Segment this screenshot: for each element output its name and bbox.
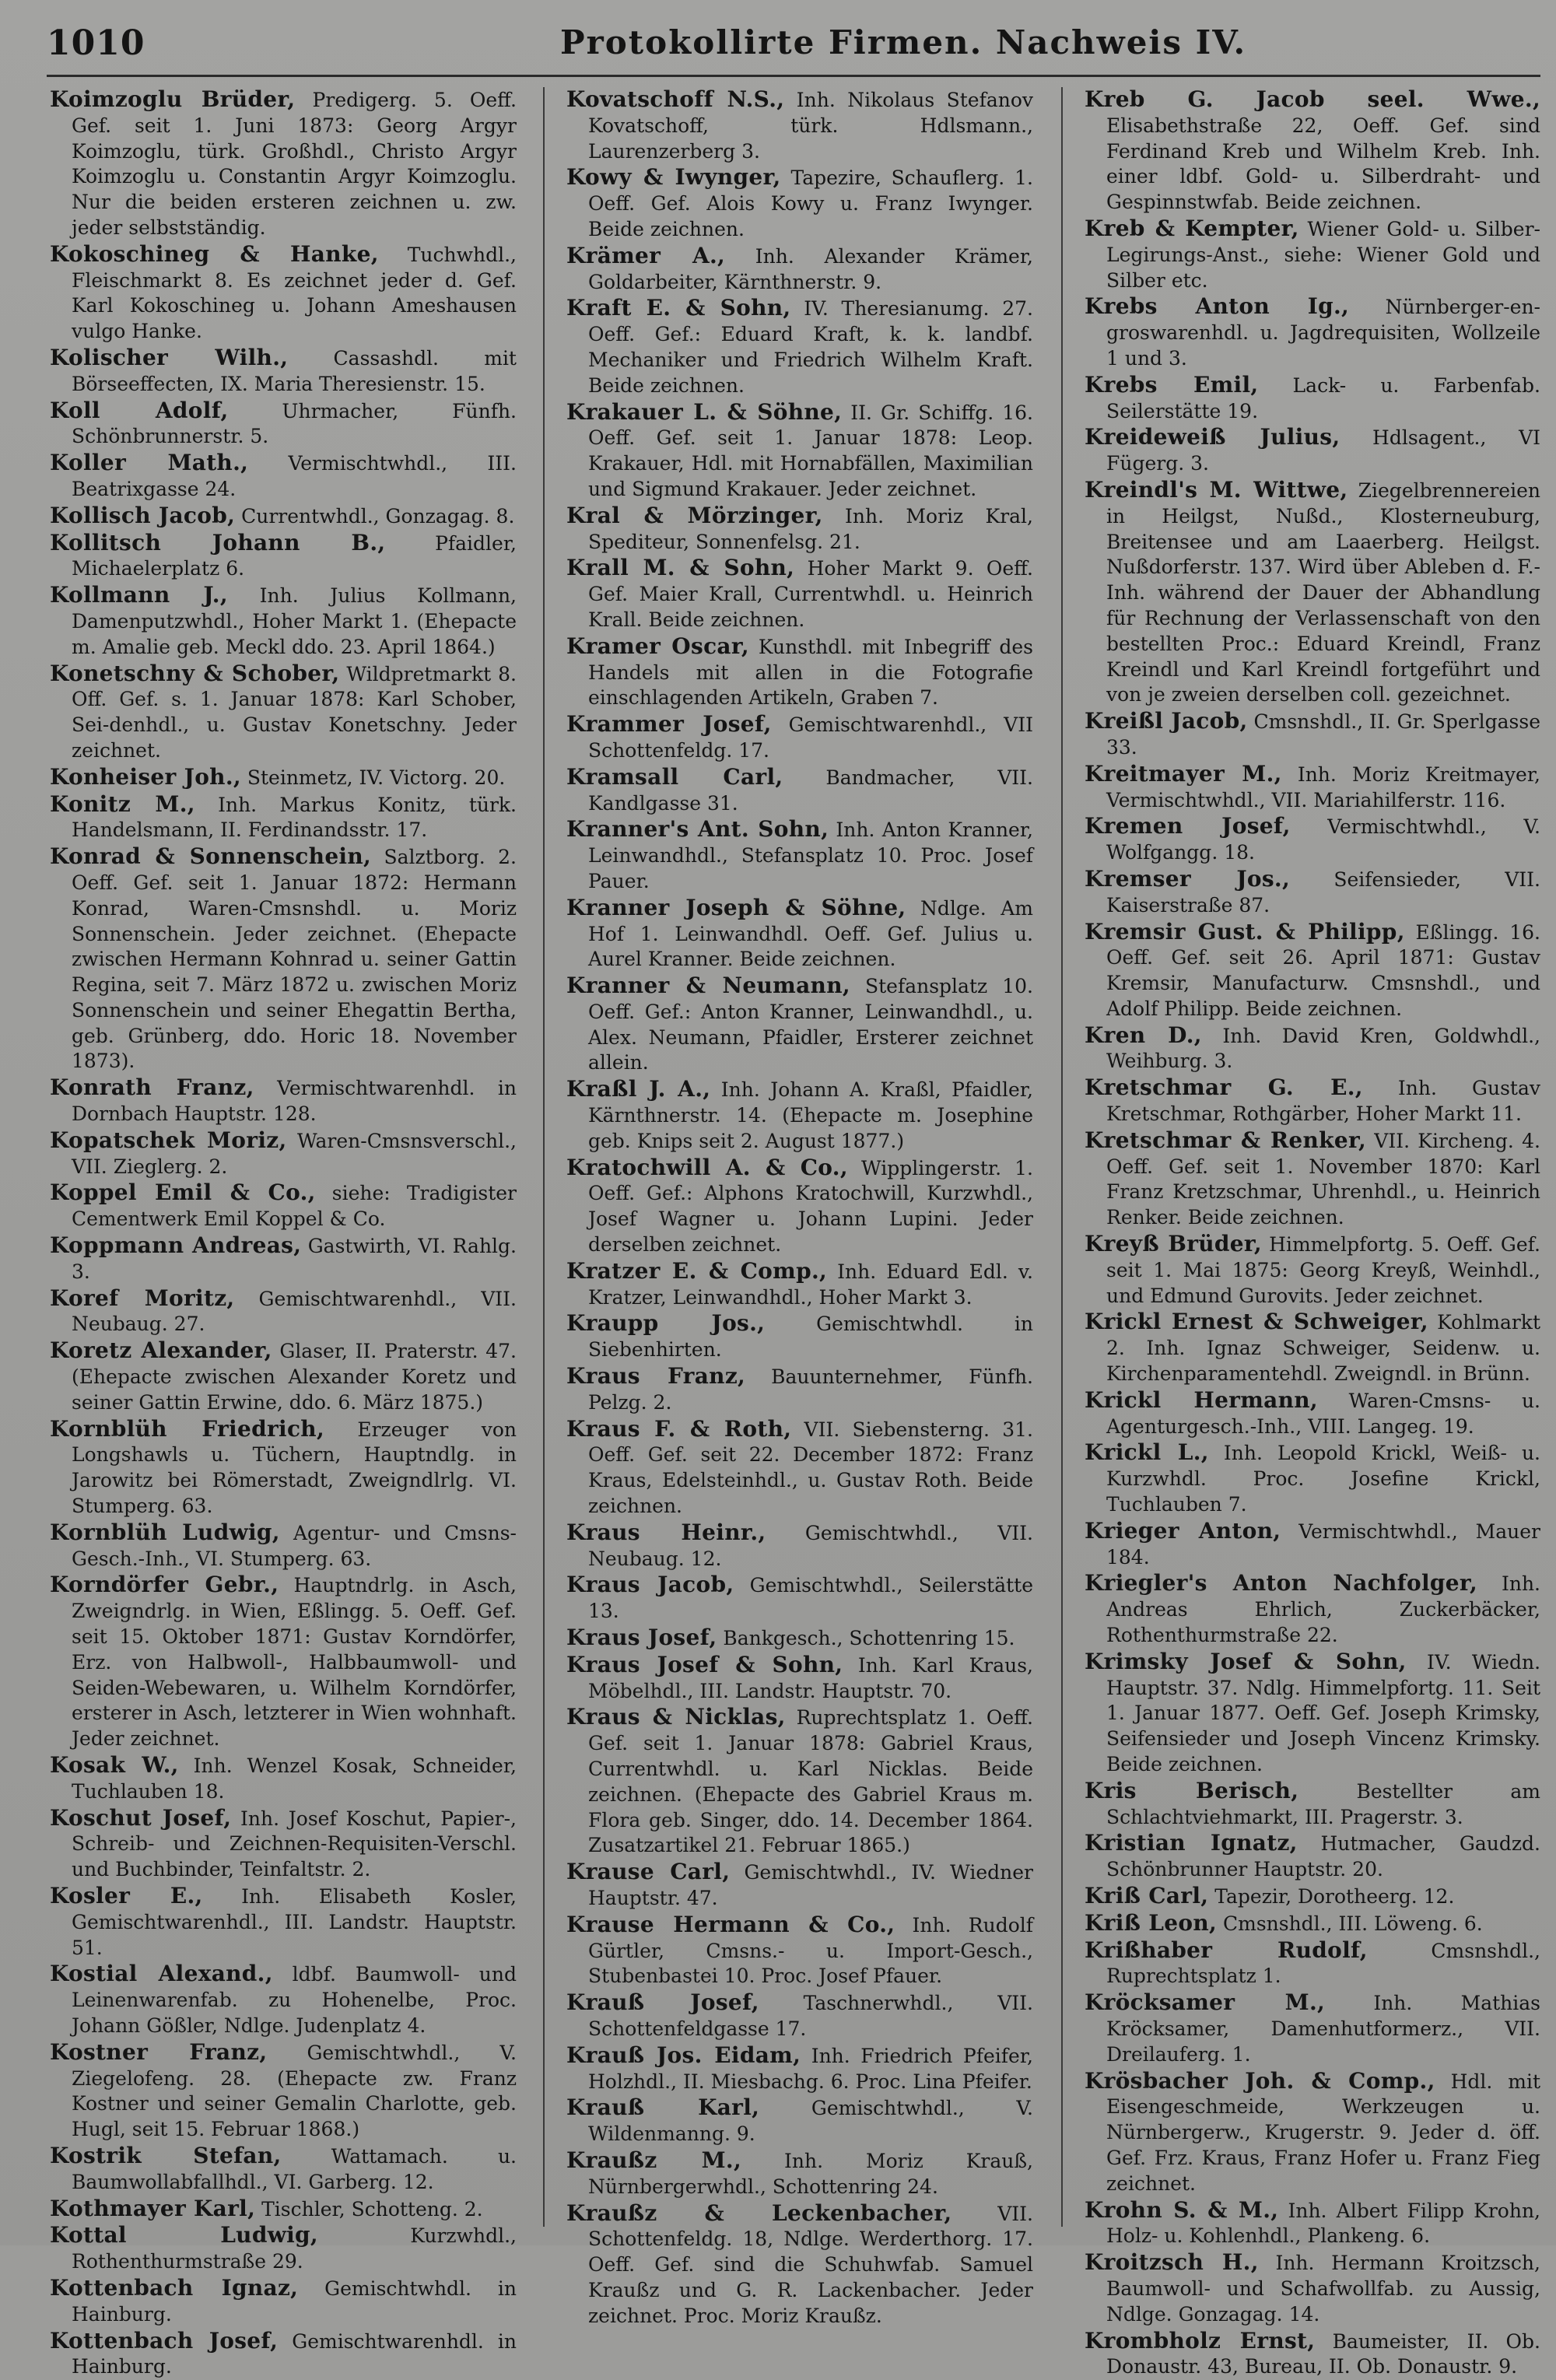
entry-details: Wipplingerstr. 1. Oeff. Gef.: Alphons Kratochwill, Kurzwhdl., Josef Wagner u. Johann Lupini. Jeder derselben zeichnet. xyxy=(588,1156,1034,1257)
firm-name: Korndörfer Gebr., xyxy=(50,1572,279,1598)
firm-name: Kottenbach Josef, xyxy=(50,2327,279,2354)
firm-name: Kraus Josef, xyxy=(566,1625,717,1651)
entry-details: Inh. Elisabeth Kosler, Gemischtwarenhdl., III. Landstr. Hauptstr. 51. xyxy=(72,1884,517,1959)
column-left xyxy=(50,86,517,2378)
page-number: 1010 xyxy=(47,23,145,63)
entry-details: Elisabethstraße 22, Oeff. Gef. sind Ferdinand Kreb und Wilhelm Kreb. Inh. einer ldbf. Gold- u. Silberdraht- und Gespinnstwfab. Beide zeichnen. xyxy=(1106,114,1540,214)
directory-entry xyxy=(50,1961,517,2038)
directory-entry xyxy=(566,2201,1033,2329)
directory-entry xyxy=(50,1806,517,1883)
entry-details: Vermischtwhdl., V. Wolfgangg. 18. xyxy=(1106,815,1540,864)
directory-entry xyxy=(50,2329,517,2380)
directory-entry xyxy=(1085,1519,1540,1571)
entry-details: Inh. Leopold Krickl, Weiß- u. Kurzwhdl. Proc. Josefine Krickl, Tuchlauben 7. xyxy=(1106,1442,1540,1516)
firm-name: Kottenbach Ignaz, xyxy=(50,2274,299,2301)
directory-entry xyxy=(50,1286,517,1338)
firm-name: Kreb & Kempter, xyxy=(1085,215,1299,241)
directory-entry xyxy=(50,87,517,241)
firm-name: Kokoschineg & Hanke, xyxy=(50,240,379,267)
entry-details: Inh. Moriz Krauß, Nürnbergerwhdl., Schottenring 24. xyxy=(588,2149,1034,2198)
firm-name: Kraupp Jos., xyxy=(566,1310,766,1337)
firm-name: Kreitmayer M., xyxy=(1085,760,1282,787)
firm-name: Kollmann J., xyxy=(50,582,228,608)
entry-details: Inh. Alexander Krämer, Goldarbeiter, Kärnthnerstr. 9. xyxy=(588,244,1033,293)
firm-name: Kreb G. Jacob seel. Wwe., xyxy=(1085,86,1540,112)
directory-entry xyxy=(566,817,1033,894)
directory-entry xyxy=(566,1259,1033,1311)
directory-entry xyxy=(50,398,517,450)
directory-entry xyxy=(566,1520,1033,1572)
directory-entry xyxy=(566,1705,1033,1859)
directory-entry xyxy=(1085,1023,1540,1075)
firm-name: Kriß Carl, xyxy=(1085,1882,1209,1909)
entry-details: Inh. Markus Konitz, türk. Handelsmann, II. Ferdinandsstr. 17. xyxy=(72,793,517,842)
entry-details: Tapezir, Dorotheerg. 12. xyxy=(1208,1884,1455,1908)
directory-entry xyxy=(566,634,1033,711)
directory-entry xyxy=(50,765,517,791)
entry-details: Hoher Markt 9. Oeff. Gef. Maier Krall, Currentwhdl. u. Heinrich Krall. Beide zeichnen. xyxy=(588,557,1033,631)
firm-name: Konrad & Sonnenschein, xyxy=(50,843,372,870)
firm-name: Koppmann Andreas, xyxy=(50,1232,302,1259)
directory-entry xyxy=(1085,1571,1540,1648)
directory-entry xyxy=(566,1859,1033,1912)
columns-container xyxy=(50,86,1541,2378)
firm-name: Kosler E., xyxy=(50,1882,203,1909)
directory-entry xyxy=(1085,2198,1540,2250)
directory-entry xyxy=(566,2043,1033,2095)
firm-name: Krickl L., xyxy=(1085,1439,1209,1466)
entry-details: Inh. Rudolf Gürtler, Cmsns.- u. Import-Gesch., Stubenbastei 10. Proc. Josef Pfauer. xyxy=(588,1913,1033,1988)
entry-details: Gemischtwhdl., Seilerstätte 13. xyxy=(588,1574,1033,1623)
entry-details: Vermischtwhdl., III. Beatrixgasse 24. xyxy=(72,452,517,500)
directory-entry xyxy=(1085,87,1540,216)
entry-details: Agentur- und Cmsns-Gesch.-Inh., VI. Stumperg. 63. xyxy=(72,1521,517,1570)
firm-name: Kriß Leon, xyxy=(1085,1909,1218,1936)
firm-name: Krauß Josef, xyxy=(566,1989,759,2016)
entry-details: Bauunternehmer, Fünfh. Pelzg. 2. xyxy=(588,1365,1033,1414)
directory-entry xyxy=(1085,425,1540,477)
directory-entry xyxy=(50,2223,517,2275)
directory-entry xyxy=(1085,1990,1540,2067)
directory-entry xyxy=(566,503,1033,556)
firm-name: Kreyß Brüder, xyxy=(1085,1231,1262,1257)
directory-entry xyxy=(50,450,517,503)
firm-name: Konitz M., xyxy=(50,790,195,817)
entry-details: Gemischtwarenhdl., VII Schottenfeldg. 17. xyxy=(588,713,1033,762)
directory-entry xyxy=(50,1753,517,1805)
entry-details: Ziegelbrennereien in Heilgst, Nußd., Klosterneuburg, Breitensee und am Laaerberg. Heilgst. Nußdorferstr. 137. Wird über Ableben d. F.-Inh. während der Dauer der Abhandlung für Rechnung der Verlassenschaft von den bestellten Proc.: Eduard Kreindl, Franz Kreindl und Karl Kreindl fortgeführt und von je zweien derselben coll. gezeichnet. xyxy=(1106,478,1540,706)
entry-details: Cmsnshdl., Ruprechtsplatz 1. xyxy=(1106,1939,1540,1988)
firm-name: Konrath Franz, xyxy=(50,1074,254,1101)
firm-name: Krebs Emil, xyxy=(1085,371,1259,398)
directory-entry xyxy=(50,1884,517,1961)
entry-details: Bankgesch., Schottenring 15. xyxy=(717,1627,1015,1650)
directory-entry xyxy=(1085,1128,1540,1231)
directory-entry xyxy=(50,792,517,844)
firm-name: Kroitzsch H., xyxy=(1085,2249,1259,2276)
entry-details: Tuchwhdl., Fleischmarkt 8. Es zeichnet jeder d. Gef. Karl Kokoschineg u. Johann Ameshausen vulgo Hanke. xyxy=(72,243,517,343)
entry-details: Pfaidler, Michaelerplatz 6. xyxy=(72,531,517,580)
directory-entry xyxy=(50,2276,517,2328)
column-divider xyxy=(543,87,545,2227)
entry-details: Inh. Josef Koschut, Papier-, Schreib- und Zeichnen-Requisiten-Verschl. und Buchbinder, Teinfaltstr. 2. xyxy=(72,1807,517,1881)
directory-entry xyxy=(566,165,1033,242)
entry-details: Steinmetz, IV. Victorg. 20. xyxy=(240,766,506,789)
directory-entry xyxy=(50,1128,517,1180)
directory-entry xyxy=(50,583,517,660)
entry-details: Tischler, Schotteng. 2. xyxy=(255,2197,483,2221)
directory-entry xyxy=(1085,373,1540,425)
directory-entry xyxy=(50,345,517,398)
directory-entry xyxy=(50,2196,517,2223)
firm-name: Kraßl J. A., xyxy=(566,1076,711,1102)
directory-entry xyxy=(1085,814,1540,866)
entry-details: Glaser, II. Praterstr. 47. (Ehepacte zwischen Alexander Koretz und seiner Gattin Erwine, ddo. 6. März 1875.) xyxy=(72,1340,517,1414)
directory-entry xyxy=(566,896,1033,973)
entry-details: Gemischtwarenhdl., VII. Neubaug. 27. xyxy=(72,1287,517,1336)
entry-details: Hdlsagent., VI Fügerg. 3. xyxy=(1106,426,1540,475)
firm-name: Kollisch Jacob, xyxy=(50,502,236,528)
entry-details: Wiener Gold- u. Silber-Legirungs-Anst., siehe: Wiener Gold und Silber etc. xyxy=(1106,217,1540,292)
directory-entry xyxy=(50,503,517,530)
firm-name: Kranner's Ant. Sohn, xyxy=(566,816,829,843)
directory-entry xyxy=(50,1233,517,1285)
entry-details: siehe: Tradigister Cementwerk Emil Koppel & Co. xyxy=(72,1182,517,1231)
entry-details: Gemischtwhdl., IV. Wiedner Hauptstr. 47. xyxy=(588,1861,1033,1909)
firm-name: Kostrik Stefan, xyxy=(50,2142,282,2168)
firm-name: Kris Berisch, xyxy=(1085,1777,1299,1803)
firm-name: Kreißl Jacob, xyxy=(1085,708,1248,734)
directory-entry xyxy=(50,1417,517,1519)
entry-details: Kunsthdl. mit Inbegriff des Handels mit allen in die Fotografie einschlagenden Artikeln, Graben 7. xyxy=(588,635,1033,710)
entry-details: Bestellter am Schlachtviehmarkt, III. Pragerstr. 3. xyxy=(1106,1779,1540,1828)
firm-name: Kollitsch Johann B., xyxy=(50,529,386,556)
firm-name: Kren D., xyxy=(1085,1022,1202,1048)
firm-name: Krohn S. & M., xyxy=(1085,2196,1279,2223)
firm-name: Kremsir Gust. & Philipp, xyxy=(1085,918,1405,945)
entry-details: Taschnerwhdl., VII. Schottenfeldgasse 17. xyxy=(588,1992,1033,2040)
firm-name: Koschut Josef, xyxy=(50,1804,232,1831)
entry-details: IV. Wiedn. Hauptstr. 37. Ndlg. Himmelpfortg. 11. Seit 1. Januar 1877. Oeff. Gef. Joseph Krimsky, Seifensieder und Joseph Vincenz Krimsky. Beide zeichnen. xyxy=(1106,1650,1541,1775)
entry-details: Gemischtwhdl. in Hainburg. xyxy=(72,2277,517,2326)
directory-entry xyxy=(50,1572,517,1752)
directory-entry xyxy=(566,712,1033,764)
entry-details: Inh. Friedrich Pfeifer, Holzhdl., II. Miesbachg. 6. Proc. Lina Pfeifer. xyxy=(588,2044,1033,2093)
entry-details: Hutmacher, Gaudzd. Schönbrunner Hauptstr. 20. xyxy=(1106,1832,1540,1881)
directory-entry xyxy=(566,296,1033,398)
firm-name: Kristian Ignatz, xyxy=(1085,1830,1298,1856)
directory-entry xyxy=(50,1520,517,1572)
firm-name: Koretz Alexander, xyxy=(50,1337,272,1364)
directory-entry xyxy=(1085,1831,1540,1883)
directory-entry xyxy=(50,242,517,345)
directory-entry xyxy=(1085,2329,1540,2380)
firm-name: Kraus Josef & Sohn, xyxy=(566,1651,843,1677)
entry-details: IV. Theresianumg. 27. Oeff. Gef.: Eduard Kraft, k. k. landbf. Mechaniker und Friedrich Wilhelm Kraft. Beide zeichnen. xyxy=(588,297,1033,397)
entry-details: Inh. Johann A. Kraßl, Pfaidler, Kärnthnerstr. 14. (Ehepacte m. Josephine geb. Knips seit 2. August 1877.) xyxy=(588,1078,1034,1152)
entry-details: Cmsnshdl., II. Gr. Sperlgasse 33. xyxy=(1106,710,1540,759)
directory-entry xyxy=(50,531,517,583)
firm-name: Krombholz Ernst, xyxy=(1085,2327,1316,2354)
entry-details: Vermischtwhdl., Mauer 184. xyxy=(1106,1519,1540,1569)
entry-details: Inh. Andreas Ehrlich, Zuckerbäcker, Rothenthurmstraße 22. xyxy=(1106,1572,1540,1647)
firm-name: Kral & Mörzinger, xyxy=(566,502,823,528)
directory-entry xyxy=(566,973,1033,1076)
firm-name: Konetschny & Schober, xyxy=(50,660,340,686)
firm-name: Krause Carl, xyxy=(566,1859,731,1885)
firm-name: Kolischer Wilh., xyxy=(50,344,289,370)
entry-details: Inh. Moriz Kral, Spediteur, Sonnenfelsg. 21. xyxy=(588,504,1033,553)
directory-entry xyxy=(566,1155,1033,1258)
firm-name: Kostial Alexand., xyxy=(50,1961,273,1987)
firm-name: Kothmayer Karl, xyxy=(50,2195,256,2221)
entry-details: Gemischtwhdl. in Siebenhirten. xyxy=(588,1313,1033,1362)
entry-details: Baumeister, II. Ob. Donaustr. 43, Bureau, II. Ob. Donaustr. 9. xyxy=(1106,2329,1541,2378)
directory-entry xyxy=(50,2040,517,2143)
directory-entry xyxy=(566,2148,1033,2200)
firm-name: Kranner & Neumann, xyxy=(566,973,850,999)
entry-details: Gemischtwhdl., VII. Neubaug. 12. xyxy=(588,1521,1033,1570)
firm-name: Krauß Jos. Eidam, xyxy=(566,2042,801,2068)
entry-details: Himmelpfortg. 5. Oeff. Gef. seit 1. Mai 1875: Georg Kreyß, Weinhdl., und Edmund Gurovits. Jeder zeichnet. xyxy=(1106,1233,1540,1307)
entry-details: Gemischtwarenhdl. in Hainburg. xyxy=(72,2329,517,2378)
entry-details: Inh. Mathias Kröcksamer, Damenhutformerz., VII. Dreilauferg. 1. xyxy=(1106,1992,1540,2066)
directory-entry xyxy=(566,87,1033,164)
entry-details: Waren-Cmsns- u. Agenturgesch.-Inh., VIII. Langeg. 19. xyxy=(1106,1389,1540,1438)
entry-details: Currentwhdl., Gonzagag. 8. xyxy=(235,504,515,528)
firm-name: Krause Hermann & Co., xyxy=(566,1911,895,1937)
firm-name: Krieger Anton, xyxy=(1085,1517,1281,1544)
column-middle xyxy=(566,86,1034,2327)
firm-name: Konheiser Joh., xyxy=(50,763,241,790)
firm-name: Krimsky Josef & Sohn, xyxy=(1085,1648,1407,1674)
directory-entry xyxy=(566,1653,1033,1705)
directory-entry xyxy=(1085,1884,1540,1910)
firm-name: Koimzoglu Brüder, xyxy=(50,86,296,112)
entry-details: Inh. Nikolaus Stefanov Kovatschoff, türk. Hdlsmann., Laurenzerberg 3. xyxy=(588,89,1034,163)
entry-details: Seifensieder, VII. Kaiserstraße 87. xyxy=(1106,868,1540,917)
directory-entry xyxy=(566,1364,1033,1416)
firm-name: Kraus & Nicklas, xyxy=(566,1704,786,1730)
entry-details: Eßlingg. 16. Oeff. Gef. seit 26. April 1871: Gustav Kremsir, Manufacturw. Cmsnshdl., und Adolf Philipp. Beide zeichnen. xyxy=(1106,920,1540,1020)
entry-details: Waren-Cmsnsverschl., VII. Zieglerg. 2. xyxy=(72,1129,517,1178)
entry-details: Nürnberger-en-groswarenhdl. u. Jagdrequisiten, Wollzeile 1 und 3. xyxy=(1106,296,1540,370)
firm-name: Kraus Franz, xyxy=(566,1363,746,1390)
entry-details: Cassashdl. mit Börseeffecten, IX. Maria Theresienstr. 15. xyxy=(72,346,517,395)
directory-entry xyxy=(1085,1309,1540,1386)
directory-entry xyxy=(50,661,517,764)
running-title: Protokollirte Firmen. Nachweis IV. xyxy=(560,23,1247,61)
directory-entry xyxy=(1085,1440,1540,1517)
directory-entry xyxy=(1085,920,1540,1022)
directory-entry xyxy=(566,1077,1033,1154)
entry-details: Inh. Anton Kranner, Leinwandhdl., Stefansplatz 10. Proc. Josef Pauer. xyxy=(588,818,1033,892)
entry-details: Lack- u. Farbenfab. Seilerstätte 19. xyxy=(1106,373,1540,422)
directory-entry xyxy=(1085,1779,1540,1831)
entry-details: Inh. Eduard Edl. v. Kratzer, Leinwandhdl., Hoher Markt 3. xyxy=(588,1260,1033,1309)
entry-details: Cmsnshdl., III. Löweng. 6. xyxy=(1217,1912,1483,1935)
firm-name: Krickl Hermann, xyxy=(1085,1386,1318,1413)
directory-entry xyxy=(566,556,1033,633)
directory-entry xyxy=(566,1417,1033,1519)
firm-name: Kraft E. & Sohn, xyxy=(566,295,791,321)
firm-name: Kostner Franz, xyxy=(50,2038,268,2065)
entry-details: Ruprechtsplatz 1. Oeff. Gef. seit 1. Januar 1878: Gabriel Kraus, Currentwhdl. u. Karl Nicklas. Beide zeichnen. (Ehepacte des Gabriel Kraus m. Flora geb. Singer, ddo. 14. December 1864. Zusatzartikel 21. Februar 1865.) xyxy=(588,1706,1034,1857)
entry-details: Wattamach. u. Baumwollabfallhdl., VI. Garberg. 12. xyxy=(72,2144,517,2193)
firm-name: Kopatschek Moriz, xyxy=(50,1127,287,1153)
entry-details: Wildpretmarkt 8. Off. Gef. s. 1. Januar 1878: Karl Schober, Sei-denhdl., u. Gustav Konetschny. Jeder zeichnet. xyxy=(72,662,517,762)
column-divider xyxy=(1061,87,1063,2227)
firm-name: Krösbacher Joh. & Comp., xyxy=(1085,2067,1435,2094)
firm-name: Kornblüh Friedrich, xyxy=(50,1415,324,1442)
firm-name: Kowy & Iwynger, xyxy=(566,164,781,191)
firm-name: Koller Math., xyxy=(50,450,249,476)
directory-entry xyxy=(50,1180,517,1232)
firm-name: Kraus F. & Roth, xyxy=(566,1415,792,1442)
firm-name: Kornblüh Ludwig, xyxy=(50,1519,280,1545)
directory-entry xyxy=(50,1338,517,1415)
directory-entry xyxy=(50,1075,517,1127)
firm-name: Kremser Jos., xyxy=(1085,865,1291,892)
entry-details: Uhrmacher, Fünfh. Schönbrunnerstr. 5. xyxy=(72,399,517,448)
entry-details: Stefansplatz 10. Oeff. Gef.: Anton Kranner, Leinwandhdl., u. Alex. Neumann, Pfaidler, Ersterer zeichnet allein. xyxy=(588,975,1033,1074)
entry-details: Hauptndrlg. in Asch, Zweigndrlg. in Wien, Eßlingg. 5. Oeff. Gef. seit 15. Oktober 1871: Gustav Korndörfer, Erz. von Halbwoll-, Halbbaumwoll- und Seiden-Webewaren, u. Wilhelm Korndörfer, ersterer in Asch, letzterer in Wien wohnhaft. Jeder zeichnet. xyxy=(72,1574,517,1751)
entry-details: Gastwirth, VI. Rahlg. 3. xyxy=(72,1235,517,1283)
directory-entry xyxy=(1085,2250,1540,2327)
firm-name: Koref Moritz, xyxy=(50,1285,235,1311)
firm-name: Kratochwill A. & Co., xyxy=(566,1154,848,1180)
entry-details: Inh. Hermann Kroitzsch, Baumwoll- und Schafwollfab. zu Aussig, Ndlge. Gonzagag. 14. xyxy=(1106,2252,1540,2326)
directory-entry xyxy=(566,765,1033,817)
entry-details: Predigerg. 5. Oeff. Gef. seit 1. Juni 1873: Georg Argyr Koimzoglu, türk. Großhdl., Christo Argyr Koimzoglu u. Constantin Argyr Koimzoglu. Nur die beiden ersteren zeichnen u. zw. jeder selbstständig. xyxy=(72,89,517,239)
entry-details: VII. Kircheng. 4. Oeff. Gef. seit 1. November 1870: Karl Franz Kretzschmar, Uhrenhdl., u. Heinrich Renker. Beide zeichnen. xyxy=(1106,1129,1540,1229)
directory-entry xyxy=(1085,2069,1540,2197)
entry-details: Kohlmarkt 2. Inh. Ignaz Schweiger, Seidenw. u. Kirchenparamentehdl. Zweigndl. in Brünn. xyxy=(1106,1311,1540,1386)
directory-entry xyxy=(566,1990,1033,2042)
entry-details: Gemischtwhdl., V. Wildenmanng. 9. xyxy=(588,2097,1033,2146)
firm-name: Kraus Heinr., xyxy=(566,1519,766,1545)
directory-entry xyxy=(566,1912,1033,1989)
entry-details: Tapezire, Schauflerg. 1. Oeff. Gef. Alois Kowy u. Franz Iwynger. Beide zeichnen. xyxy=(588,166,1033,240)
entry-details: Inh. Julius Kollmann, Damenputzwhdl., Hoher Markt 1. (Ehepacte m. Amalie geb. Meckl ddo. 23. April 1864.) xyxy=(72,584,517,658)
entry-details: Salztborg. 2. Oeff. Gef. seit 1. Januar 1872: Hermann Konrad, Waren-Cmsnshdl. u. Moriz Sonnenschein. Jeder zeichnet. (Ehepacte zwischen Hermann Kohnrad u. seiner Gattin Regina, seit 7. März 1872 u. zwischen Moriz Sonnenschein und seiner Ehegattin Bertha, geb. Grünberg, ddo. Horic 18. November 1873). xyxy=(72,846,517,1073)
entry-details: Ndlge. Am Hof 1. Leinwandhdl. Oeff. Gef. Julius u. Aurel Kranner. Beide zeichnen. xyxy=(588,896,1033,971)
entry-details: Kurzwhdl., Rothenthurmstraße 29. xyxy=(72,2224,517,2273)
directory-entry xyxy=(1085,1075,1540,1127)
entry-details: VII. Siebensterng. 31. Oeff. Gef. seit 22. December 1872: Franz Kraus, Edelsteinhdl., u. Gustav Roth. Beide zeichnen. xyxy=(588,1418,1033,1518)
page-header xyxy=(47,23,1540,67)
firm-name: Kraußz M., xyxy=(566,2147,742,2173)
entry-details: Gemischtwhdl., V. Ziegelofeng. 28. (Ehepacte zw. Franz Kostner und seiner Gemalin Charlotte, geb. Hugl, seit 15. Februar 1868.) xyxy=(72,2041,517,2141)
directory-entry xyxy=(1085,1938,1540,1990)
entry-details: Inh. David Kren, Goldwhdl., Weihburg. 3. xyxy=(1106,1024,1540,1073)
entry-details: ldbf. Baumwoll- und Leinenwarenfab. zu Hohenelbe, Proc. Johann Gößler, Ndlge. Judenplatz 4. xyxy=(72,1963,517,2037)
firm-name: Krämer A., xyxy=(566,242,726,268)
firm-name: Kreindl's M. Wittwe, xyxy=(1085,476,1348,503)
entry-details: Inh. Gustav Kretschmar, Rothgärber, Hoher Markt 11. xyxy=(1106,1077,1540,1126)
entry-details: Inh. Wenzel Kosak, Schneider, Tuchlauben 18. xyxy=(72,1754,517,1803)
firm-name: Koppel Emil & Co., xyxy=(50,1179,316,1206)
firm-name: Kratzer E. & Comp., xyxy=(566,1257,828,1284)
firm-name: Kovatschoff N.S., xyxy=(566,86,785,112)
directory-entry xyxy=(1085,478,1540,708)
firm-name: Krickl Ernest & Schweiger, xyxy=(1085,1309,1428,1335)
firm-name: Kreideweiß Julius, xyxy=(1085,424,1340,450)
entry-details: Inh. Moriz Kreitmayer, Vermischtwhdl., VII. Mariahilferstr. 116. xyxy=(1106,762,1540,811)
directory-entry xyxy=(566,244,1033,296)
directory-entry xyxy=(1085,1232,1540,1309)
directory-entry xyxy=(1085,762,1540,814)
entry-details: Bandmacher, VII. Kandlgasse 31. xyxy=(588,766,1033,815)
directory-entry xyxy=(1085,1388,1540,1440)
entry-details: Inh. Karl Kraus, Möbelhdl., III. Landstr. Hauptstr. 70. xyxy=(588,1653,1033,1702)
entry-details: VII. Schottenfeldg. 18, Ndlge. Werderthorg. 17. Oeff. Gef. sind die Schuhwfab. Samuel Kraußz und G. R. Lackenbacher. Jeder zeichnet. Proc. Moriz Kraußz. xyxy=(588,2202,1033,2327)
entry-details: Erzeuger von Longshawls u. Tüchern, Hauptndlg. in Jarowitz bei Römerstadt, Zweigndlrlg. VI. Stumperg. 63. xyxy=(72,1418,517,1518)
firm-name: Krißhaber Rudolf, xyxy=(1085,1937,1368,1963)
firm-name: Kretschmar G. E., xyxy=(1085,1074,1363,1101)
directory-entry xyxy=(1085,294,1540,371)
directory-entry xyxy=(50,844,517,1074)
firm-name: Kranner Joseph & Söhne, xyxy=(566,894,906,920)
firm-name: Koll Adolf, xyxy=(50,397,229,423)
column-right xyxy=(1085,86,1541,2378)
directory-entry xyxy=(566,2095,1033,2147)
firm-name: Krakauer L. & Söhne, xyxy=(566,398,843,425)
directory-entry xyxy=(1085,709,1540,761)
firm-name: Kosak W., xyxy=(50,1752,179,1778)
firm-name: Krauß Karl, xyxy=(566,2094,760,2121)
entry-details: Inh. Albert Filipp Krohn, Holz- u. Kohlenhdl., Plankeng. 6. xyxy=(1106,2199,1540,2248)
directory-entry xyxy=(1085,216,1540,293)
firm-name: Krebs Anton Ig., xyxy=(1085,293,1350,320)
entry-details: Hdl. mit Eisengeschmeide, Werkzeugen u. Nürnbergerw., Krugerstr. 9. Jeder d. öff. Gef. Frz. Kraus, Franz Hofer u. Franz Fieg zeichnet. xyxy=(1106,2070,1541,2195)
firm-name: Kramer Oscar, xyxy=(566,633,749,659)
firm-name: Kretschmar & Renker, xyxy=(1085,1127,1367,1153)
entry-details: Vermischtwarenhdl. in Dornbach Hauptstr. 128. xyxy=(72,1077,517,1126)
directory-entry xyxy=(50,2143,517,2196)
firm-name: Kottal Ludwig, xyxy=(50,2222,318,2249)
firm-name: Kriegler's Anton Nachfolger, xyxy=(1085,1570,1477,1597)
directory-entry xyxy=(1085,1911,1540,1937)
firm-name: Kramsall Carl, xyxy=(566,763,783,790)
directory-entry xyxy=(566,1625,1033,1652)
header-rule xyxy=(47,75,1540,77)
firm-name: Kremen Josef, xyxy=(1085,813,1291,839)
entry-details: II. Gr. Schiffg. 16. Oeff. Gef. seit 1. Januar 1878: Leop. Krakauer, Hdl. mit Hornabfällen, Maximilian und Sigmund Krakauer. Jeder zeichnet. xyxy=(588,401,1033,500)
directory-entry xyxy=(1085,867,1540,919)
firm-name: Kraußz & Leckenbacher, xyxy=(566,2199,952,2226)
firm-name: Krammer Josef, xyxy=(566,711,772,738)
directory-entry xyxy=(566,400,1033,503)
directory-entry xyxy=(566,1311,1033,1363)
firm-name: Kröcksamer M., xyxy=(1085,1989,1326,2016)
firm-name: Krall M. & Sohn, xyxy=(566,555,795,581)
directory-entry xyxy=(1085,1649,1540,1778)
firm-name: Kraus Jacob, xyxy=(566,1572,734,1598)
directory-entry xyxy=(566,1572,1033,1625)
